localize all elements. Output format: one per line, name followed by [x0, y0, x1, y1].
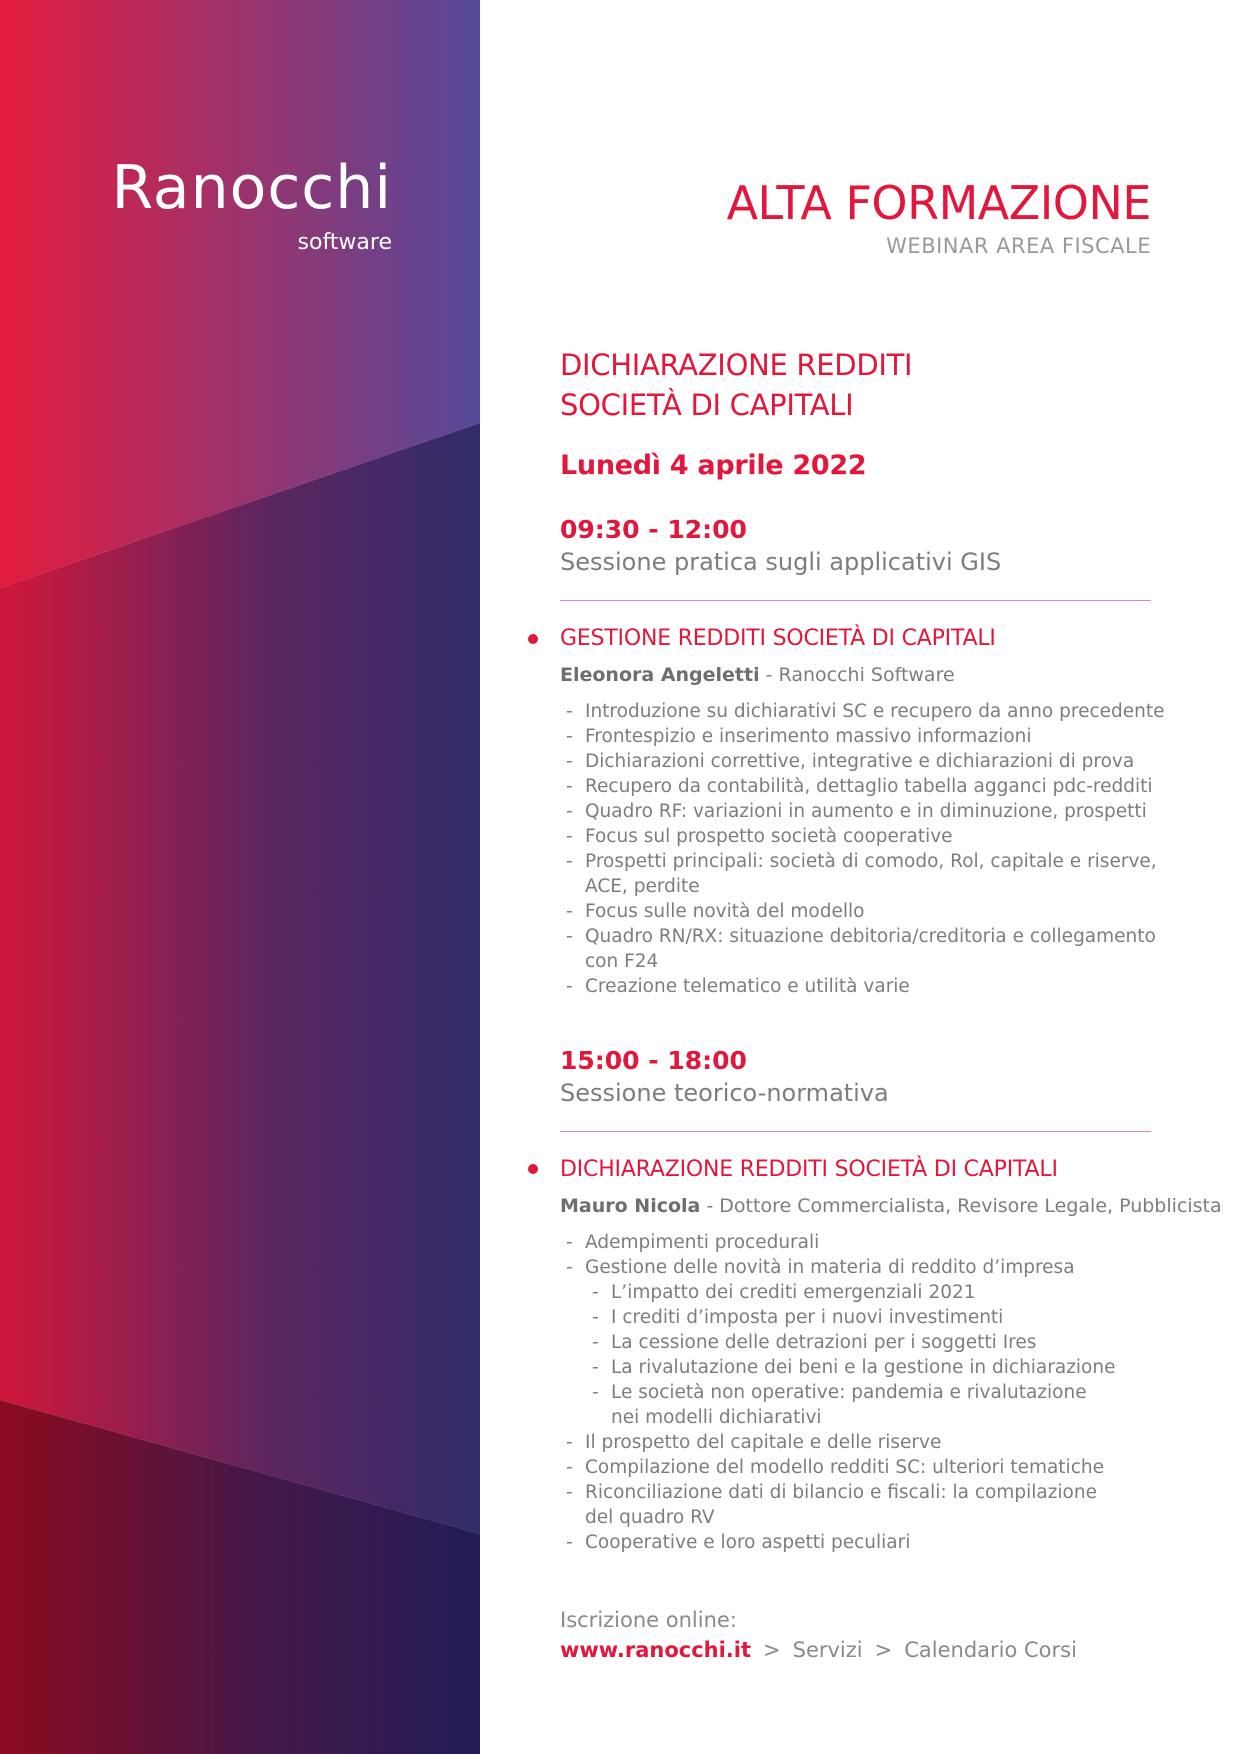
list-item: - Prospetti principali: società di comodo, Rol, capitale e riserve, ACE, perdite: [566, 849, 1166, 899]
list-item: - Il prospetto del capitale e delle riserve: [566, 1430, 1166, 1455]
breadcrumb-separator: >: [763, 1638, 781, 1662]
section-2-title: DICHIARAZIONE REDDITI SOCIETÀ DI CAPITALI: [560, 1157, 1058, 1182]
list-subitem: - Le società non operative: pandemia e rivalutazione nei modelli dichiarativi: [592, 1380, 1091, 1430]
list-subitem: - La rivalutazione dei beni e la gestione in dichiarazione: [592, 1355, 1166, 1380]
event-title: [560, 345, 912, 425]
section-1-speaker-name: Eleonora Angeletti: [560, 664, 760, 686]
sidebar-gradient-art: [0, 0, 480, 1754]
list-item: - Compilazione del modello redditi SC: ulteriori tematiche: [566, 1455, 1166, 1480]
section-1-speaker: [560, 664, 955, 686]
list-item: - Cooperative e loro aspetti peculiari: [566, 1530, 1166, 1555]
section-2-topic-list: [566, 1230, 1166, 1555]
session-1-divider: [560, 600, 1151, 601]
breadcrumb-separator: >: [874, 1638, 893, 1662]
section-2-speaker-name: Mauro Nicola: [560, 1195, 701, 1217]
section-1-speaker-role: - Ranocchi Software: [759, 664, 955, 686]
list-item: - Dichiarazioni correttive, integrative e dichiarazioni di prova: [566, 749, 1166, 774]
registration-site-link[interactable]: www.ranocchi.it: [560, 1638, 751, 1662]
section-2-speaker-role: - Dottore Commercialista, Revisore Legale, Pubblicista: [700, 1195, 1222, 1217]
session-1-label: Sessione pratica sugli applicativi GIS: [560, 548, 1002, 576]
session-2-time: 15:00 - 18:00: [560, 1046, 747, 1075]
list-item: - Quadro RN/RX: situazione debitoria/creditoria e collegamento con F24: [566, 924, 1166, 974]
section-1-bullet-icon: [528, 634, 538, 644]
list-item: - Creazione telematico e utilità varie: [566, 974, 1166, 999]
list-item: - Recupero da contabilità, dettaglio tabella agganci pdc-redditi: [566, 774, 1166, 799]
event-title-line2: SOCIETÀ DI CAPITALI: [560, 388, 854, 422]
breadcrumb-calendario-corsi[interactable]: Calendario Corsi: [904, 1638, 1077, 1662]
registration-path: [560, 1638, 1077, 1662]
breadcrumb-servizi[interactable]: Servizi: [792, 1638, 863, 1662]
session-2-divider: [560, 1131, 1151, 1132]
list-subitem: - I crediti d’imposta per i nuovi investimenti: [592, 1305, 1166, 1330]
list-item: - Frontespizio e inserimento massivo informazioni: [566, 724, 1166, 749]
brand-logo-name: Ranocchi: [111, 153, 392, 223]
list-subitem: - L’impatto dei crediti emergenziali 2021: [592, 1280, 1166, 1305]
list-item: - Gestione delle novità in materia di reddito d’impresa: [566, 1255, 1166, 1280]
section-2-speaker: [560, 1195, 1222, 1217]
brand-logo-sub: software: [297, 230, 392, 255]
list-item: - Riconciliazione dati di bilancio e fiscali: la compilazione del quadro RV: [566, 1480, 1105, 1530]
section-2-bullet-icon: [528, 1164, 538, 1174]
list-item: - Focus sul prospetto società cooperative: [566, 824, 1166, 849]
event-title-line1: DICHIARAZIONE REDDITI: [560, 348, 913, 382]
session-1-time: 09:30 - 12:00: [560, 515, 747, 544]
event-date: Lunedì 4 aprile 2022: [560, 450, 867, 481]
list-item: - Quadro RF: variazioni in aumento e in diminuzione, prospetti: [566, 799, 1166, 824]
sidebar-panel: [0, 0, 480, 1754]
session-2-label: Sessione teorico-normativa: [560, 1079, 889, 1107]
list-subitem: - La cessione delle detrazioni per i soggetti Ires: [592, 1330, 1166, 1355]
list-item: - Introduzione su dichiarativi SC e recupero da anno precedente: [566, 699, 1166, 724]
list-item: - Focus sulle novità del modello: [566, 899, 1166, 924]
page-title: ALTA FORMAZIONE: [726, 176, 1151, 230]
section-1-topic-list: [566, 699, 1166, 999]
list-item: - Adempimenti procedurali: [566, 1230, 1166, 1255]
section-1-title: GESTIONE REDDITI SOCIETÀ DI CAPITALI: [560, 626, 996, 651]
page-subtitle: WEBINAR AREA FISCALE: [886, 234, 1151, 258]
registration-label: Iscrizione online:: [560, 1608, 737, 1632]
